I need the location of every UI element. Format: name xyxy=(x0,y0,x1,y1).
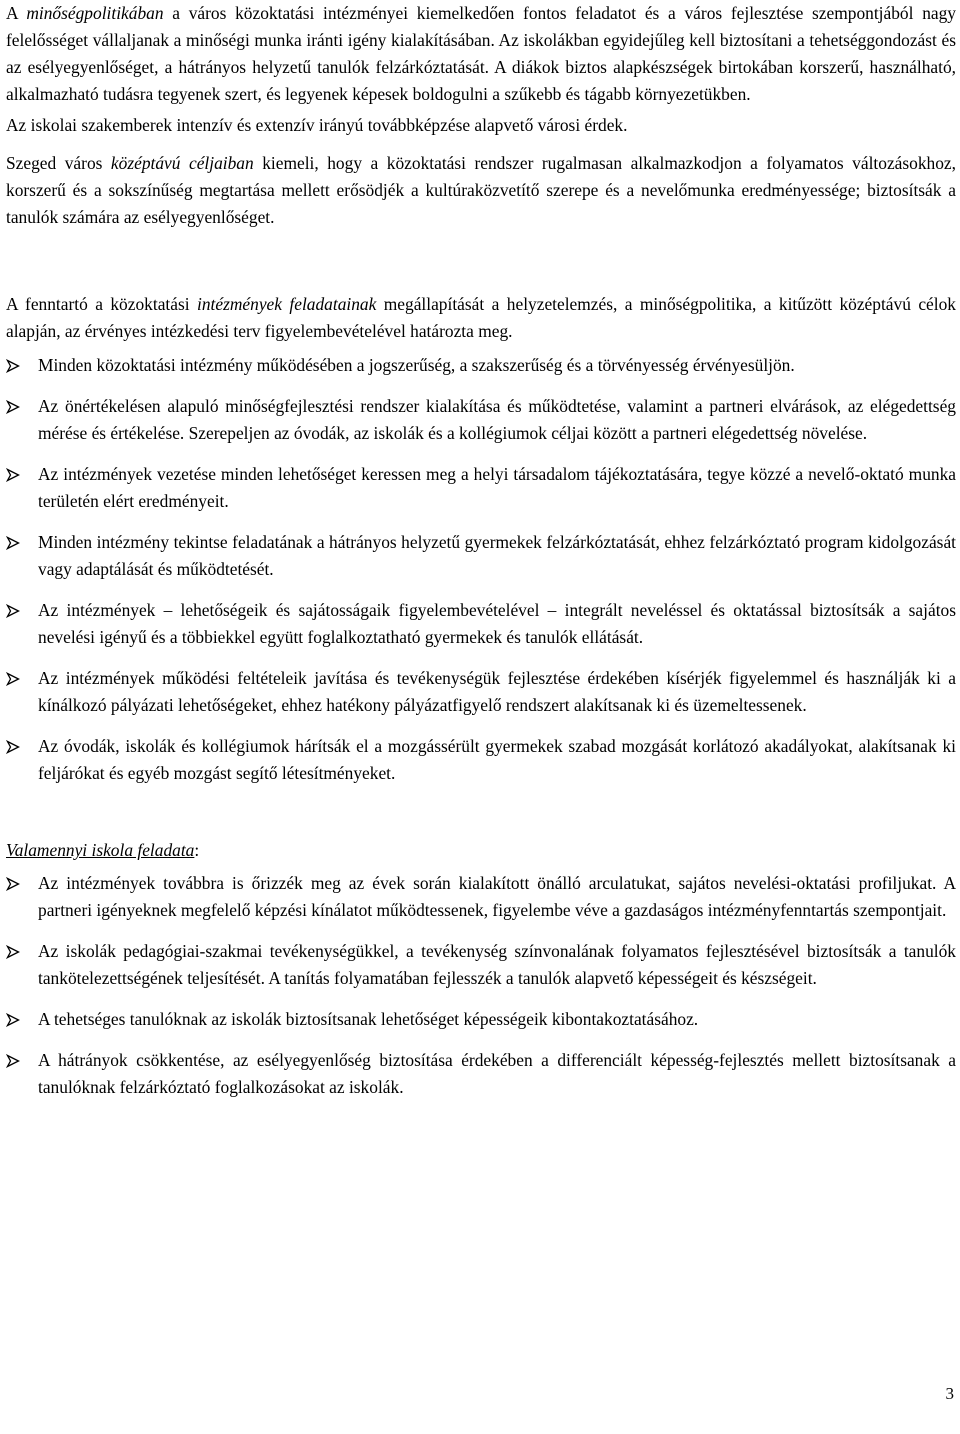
list-item xyxy=(6,597,956,651)
list-item xyxy=(6,665,956,719)
list-item-text: Az önértékelésen alapuló minőségfejlesztési rendszer kialakítása és működtetése, valamint a partneri elvárások, az elégedettség mérése és értékelése. Szerepeljen az óvodák, az iskolák és a kollégiumok céljai között a partneri elégedettség növelése. xyxy=(38,396,956,443)
section1-lead-text-b: megállapítását a helyzetelemzés, a minőségpolitika, a kitűzött középtávú célok alapján, az érvényes intézkedési terv figyelembevételével határozta meg. xyxy=(6,294,956,341)
arrowhead-bullet-icon xyxy=(6,877,20,891)
section1-lead-paragraph xyxy=(6,291,956,345)
section2-bullet-list xyxy=(6,870,956,1101)
list-item-text: Az intézmények vezetése minden lehetőséget keressen meg a helyi társadalom tájékoztatására, tegye közzé a nevelő-oktató munka területén elért eredményeit. xyxy=(38,464,956,511)
intro-paragraph-1 xyxy=(6,0,956,108)
list-item-text: Az intézmények működési feltételeik javítása és tevékenységük fejlesztése érdekében kísérjék figyelemmel és használják ki a kínálkozó pályázati lehetőségeket, ehhez hatékony pályázatfigyelő rendszert alakítsanak ki és üzemeltessenek. xyxy=(38,668,956,715)
section1-bullet-list xyxy=(6,352,956,787)
list-item-text: A tehetséges tanulóknak az iskolák biztosítsanak lehetőséget képességeik kibontakoztatásához. xyxy=(38,1009,699,1029)
intro-paragraph-3 xyxy=(6,150,956,231)
list-item-text: A hátrányok csökkentése, az esélyegyenlőség biztosítása érdekében a differenciált képesség-fejlesztés mellett biztosítsanak a tanulóknak felzárkóztató foglalkozásokat az iskolák. xyxy=(38,1050,956,1097)
arrowhead-bullet-icon xyxy=(6,604,20,618)
document-page xyxy=(6,0,956,1101)
arrowhead-bullet-icon xyxy=(6,1013,20,1027)
intro-p3-text-a: Szeged város xyxy=(6,153,111,173)
list-item xyxy=(6,870,956,924)
section1-lead-text-a: A fenntartó a közoktatási xyxy=(6,294,197,314)
section2-heading-suffix: : xyxy=(194,840,200,860)
intro-paragraph-2: Az iskolai szakemberek intenzív és extenzív irányú továbbképzése alapvető városi érdek. xyxy=(6,115,628,135)
list-item-text: Az iskolák pedagógiai-szakmai tevékenységükkel, a tevékenység színvonalának folyamatos fejlesztésével biztosítsák a tanulók tankötelezettségének teljesítését. A tanítás folyamatában fejlesszék a tanulók alapvető képességeit és készségeit. xyxy=(38,941,956,988)
section2-heading-text: Valamennyi iskola feladata xyxy=(6,840,195,860)
intro-p1-emphasis: minőségpolitikában xyxy=(26,3,164,23)
intro-p1-text-b: a város közoktatási intézményei kiemelkedően fontos feladatot és a város fejlesztése szempontjából nagy felelősséget vállaljanak a minőségi munka iránti igény kialakításában. Az iskolákban egyidejűleg kell biztosítani a tehetséggondozást és az esélyegyenlőséget, a hátrányos helyzetű tanulók felzárkóztatását. A diákok biztos alapkészségek birtokában korszerű, használható, alkalmazható tudásra tegyenek szert, és legyenek képesek boldogulni a szűkebb és tágabb környezetükben. xyxy=(6,3,956,104)
arrowhead-bullet-icon xyxy=(6,945,20,959)
list-item xyxy=(6,352,956,379)
intro-p3-text-b: kiemeli, hogy a közoktatási rendszer rugalmasan alkalmazkodjon a folyamatos változásokhoz, korszerű és a sokszínűség megtartása mellett erősödjék a kultúraközvetítő szerepe és a nevelőmunka eredményessége; biztosítsák a tanulók számára az esélyegyenlőséget. xyxy=(6,153,956,227)
arrowhead-bullet-icon xyxy=(6,468,20,482)
arrowhead-bullet-icon xyxy=(6,536,20,550)
section2-heading xyxy=(6,837,956,864)
list-item-text: Az óvodák, iskolák és kollégiumok hárítsák el a mozgássérült gyermekek szabad mozgását korlátozó akadályokat, alakítsanak ki feljárókat és egyéb mozgást segítő létesítményeket. xyxy=(38,736,956,783)
arrowhead-bullet-icon xyxy=(6,672,20,686)
arrowhead-bullet-icon xyxy=(6,359,20,373)
list-item xyxy=(6,393,956,447)
list-item-text: Minden intézmény tekintse feladatának a hátrányos helyzetű gyermekek felzárkóztatását, ehhez felzárkóztató program kidolgozását vagy adaptálását és működtetését. xyxy=(38,532,956,579)
list-item xyxy=(6,529,956,583)
list-item xyxy=(6,938,956,992)
section1-lead-emphasis: intézmények feladatainak xyxy=(197,294,377,314)
list-item-text: Az intézmények – lehetőségeik és sajátosságaik figyelembevételével – integrált neveléssel és oktatással biztosítsák a sajátos nevelési igényű és a többiekkel együtt foglalkoztatható gyermekek és tanulók ellátását. xyxy=(38,600,956,647)
intro-p1-text-a: A xyxy=(6,3,27,23)
list-item xyxy=(6,733,956,787)
arrowhead-bullet-icon xyxy=(6,740,20,754)
page-number: 3 xyxy=(945,1384,954,1403)
list-item-text: Az intézmények továbbra is őrizzék meg az évek során kialakított önálló arculatukat, sajátos nevelési-oktatási profiljukat. A partneri igényeknek megfelelő képzési kínálatot működtessenek, figyelembe véve a gazdaságos intézményfenntartás szempontjait. xyxy=(38,873,956,920)
list-item xyxy=(6,1006,956,1033)
arrowhead-bullet-icon xyxy=(6,400,20,414)
list-item-text: Minden közoktatási intézmény működésében a jogszerűség, a szakszerűség és a törvényesség érvényesüljön. xyxy=(38,355,795,375)
list-item xyxy=(6,461,956,515)
arrowhead-bullet-icon xyxy=(6,1054,20,1068)
intro-p3-emphasis: középtávú céljaiban xyxy=(110,153,254,173)
list-item xyxy=(6,1047,956,1101)
